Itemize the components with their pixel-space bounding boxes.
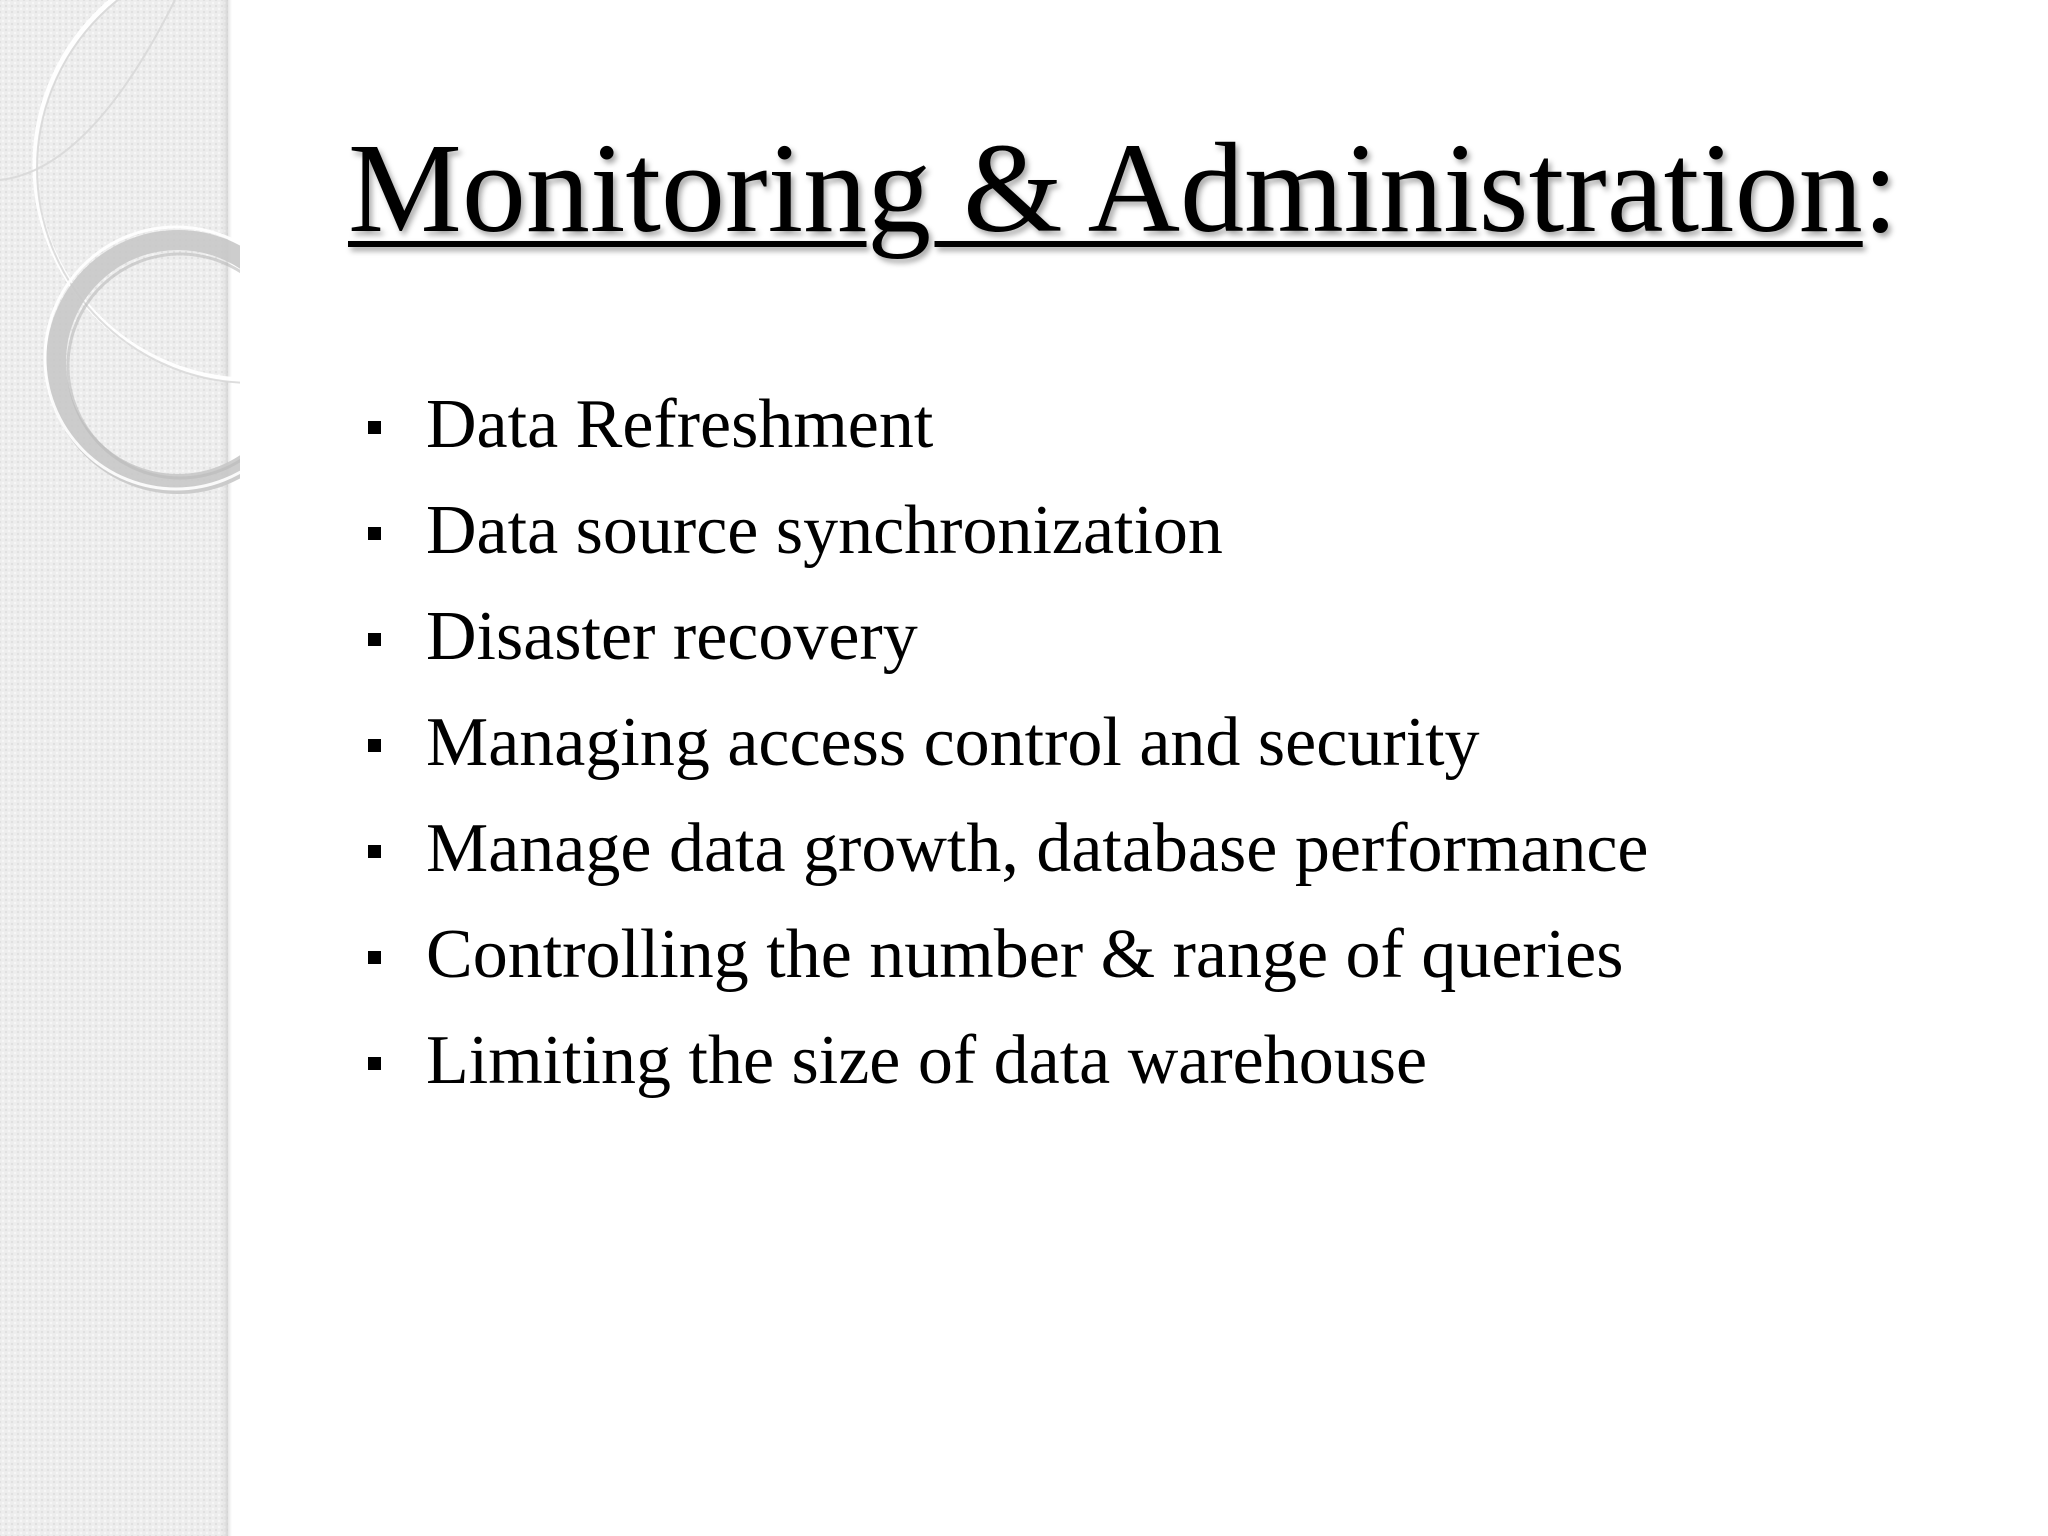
square-bullet-icon (368, 527, 381, 540)
bullet-text: Disaster recovery (426, 598, 918, 675)
slide-title-text: Monitoring & Administration (348, 117, 1863, 259)
slide-title-suffix: : (1862, 117, 1899, 259)
square-bullet-icon (368, 739, 381, 752)
bullet-item (360, 1008, 1648, 1114)
bullet-text: Limiting the size of data warehouse (426, 1022, 1428, 1099)
bullet-text: Managing access control and security (426, 704, 1480, 781)
thick-ring (56, 240, 240, 484)
bullet-text: Manage data growth, database performance (426, 810, 1649, 887)
square-bullet-icon (368, 633, 381, 646)
bullet-list (360, 372, 1648, 1114)
bullet-text: Controlling the number & range of queries (426, 916, 1624, 993)
bullet-item (360, 690, 1648, 796)
square-bullet-icon (368, 845, 381, 858)
thick-ring-highlight (45, 227, 240, 489)
bullet-text: Data Refreshment (426, 386, 934, 463)
bullet-item (360, 478, 1648, 584)
square-bullet-icon (368, 1057, 381, 1070)
bullet-text: Data source synchronization (426, 492, 1223, 569)
square-bullet-icon (368, 421, 381, 434)
bullet-item (360, 372, 1648, 478)
bullet-item (360, 902, 1648, 1008)
slide-title (348, 118, 1898, 259)
bullet-item (360, 796, 1648, 902)
square-bullet-icon (368, 951, 381, 964)
bullet-item (360, 584, 1648, 690)
decorative-rings (0, 0, 240, 520)
